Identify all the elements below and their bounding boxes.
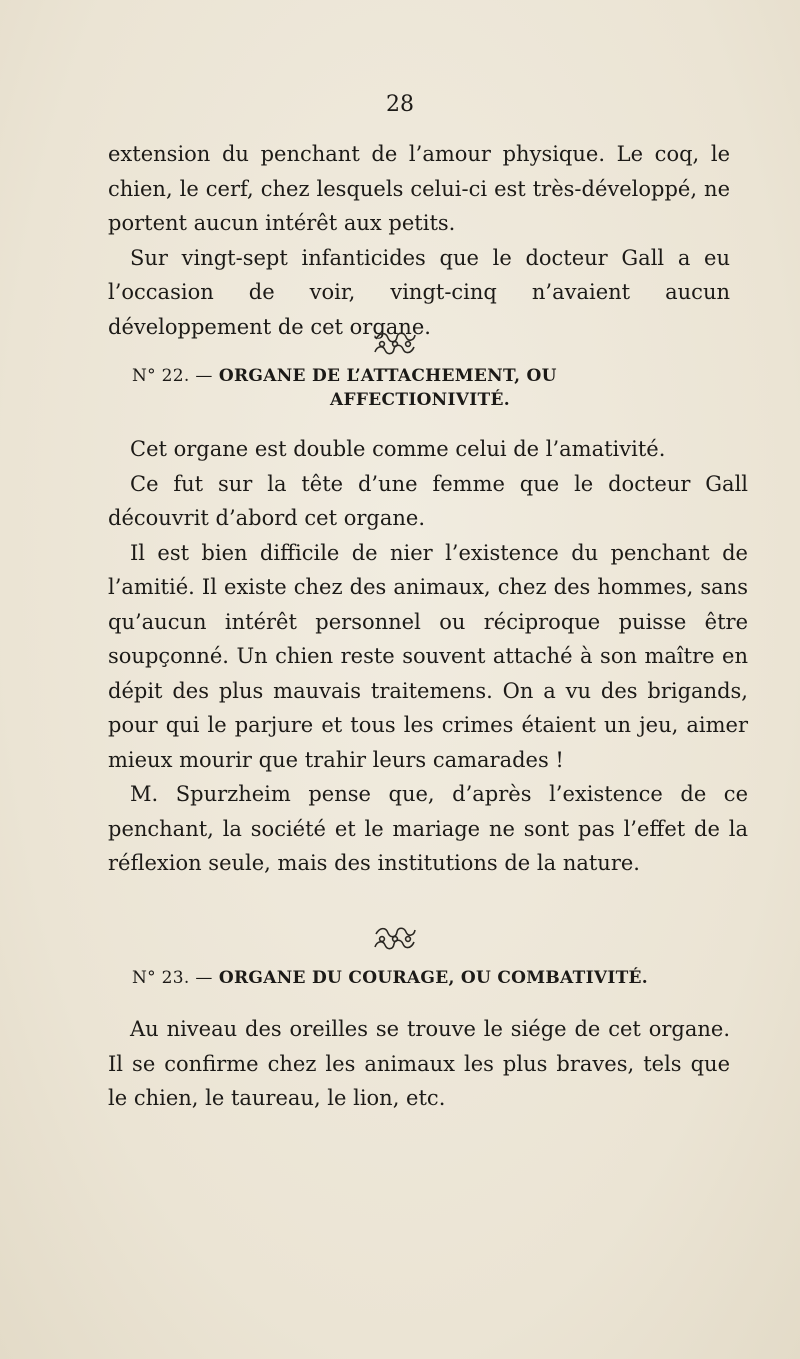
section-heading-22	[100, 364, 740, 412]
paragraph-block-1	[108, 137, 730, 344]
page-number: 28	[386, 92, 414, 117]
paragraph: extension du penchant de l’amour physique. Le coq, le chien, le cerf, chez lesquels celui-ci est très-développé, ne portent aucun intérêt aux petits.	[108, 142, 730, 235]
section-heading-23	[100, 966, 772, 990]
paragraph: Ce fut sur la tête d’une femme que le docteur Gall découvrit d’abord cet organe.	[108, 471, 748, 530]
paragraph: Il est bien difficile de nier l’existence du penchant de l’amitié. Il existe chez des animaux, chez des hommes, sans qu’aucun intérêt personnel ou réciproque puisse être soupçonné. Un chien reste souvent attaché à son maître en dépit des plus mauvais traitemens. On a vu des brigands, pour qui le parjure et tous les crimes étaient un jeu, aimer mieux mourir que trahir leurs camarades !	[108, 540, 748, 772]
printer-ornament-icon	[370, 330, 420, 358]
section-title: ORGANE DE L’ATTACHEMENT, OU	[218, 366, 557, 386]
section-title-continued: AFFECTIONIVITÉ.	[330, 390, 510, 410]
section-number: N° 23. —	[132, 968, 213, 988]
printer-ornament-icon	[370, 925, 420, 953]
paragraph: Sur vingt-sept infanticides que le docteur Gall a eu l’occasion de voir, vingt-cinq n’avaient aucun développement de cet organe.	[108, 245, 730, 339]
paragraph: Cet organe est double comme celui de l’amativité.	[130, 437, 666, 461]
section-number: N° 22. —	[132, 366, 213, 386]
section-title: ORGANE DU COURAGE, OU COMBATIVITÉ.	[218, 968, 648, 988]
paragraph-block-3	[108, 1012, 730, 1116]
paragraph: Au niveau des oreilles se trouve le siége de cet organe. Il se confirme chez les animaux les plus braves, tels que le chien, le taureau, le lion, etc.	[108, 1017, 730, 1110]
paragraph: M. Spurzheim pense que, d’après l’existence de ce penchant, la société et le mariage ne sont pas l’effet de la réflexion seule, mais des institutions de la nature.	[108, 782, 748, 875]
paragraph-block-2	[108, 432, 748, 881]
